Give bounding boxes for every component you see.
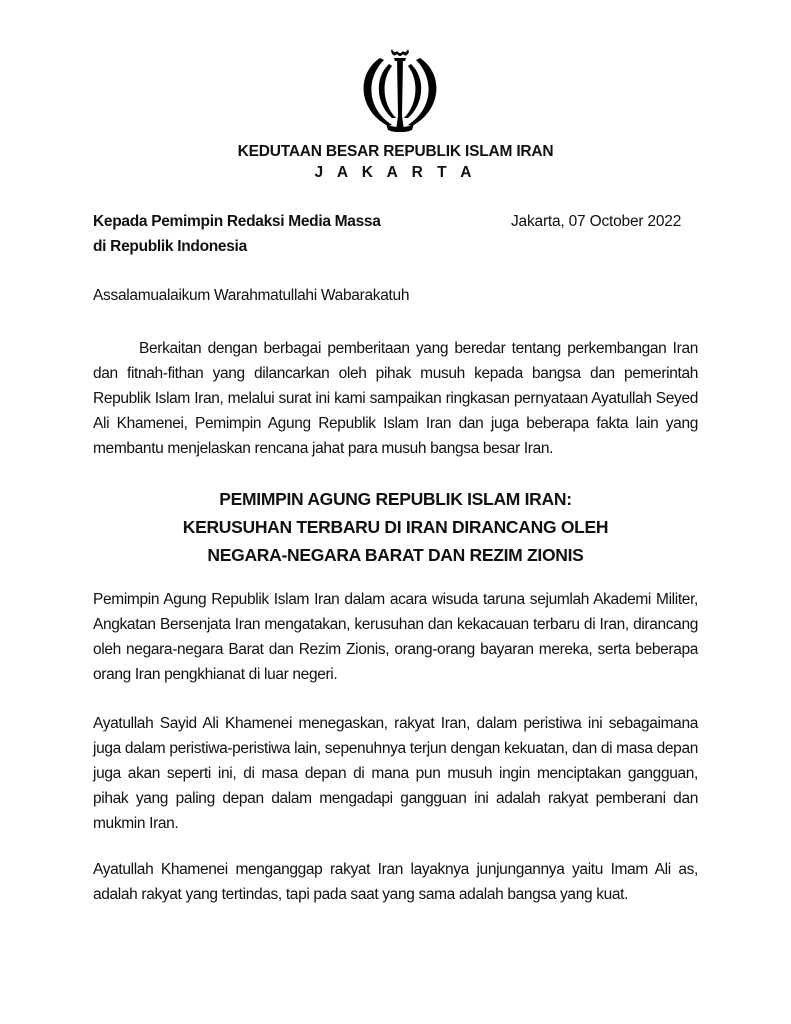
letter-date: Jakarta, 07 October 2022 (511, 213, 682, 230)
title-line-2: KERUSUHAN TERBARU DI IRAN DIRANCANG OLEH (182, 517, 609, 537)
embassy-city: J A K A R T A (314, 164, 477, 181)
recipient-line-2: di Republik Indonesia (93, 238, 247, 255)
intro-paragraph: Berkaitan dengan berbagai pemberitaan yang beredar tentang perkembangan Iran dan fitnah-fithan yang dilancarkan oleh pihak musuh kepada bangsa dan pemerintah Republik Islam Iran, melalui surat ini kami sampaikan ringkasan pernyataan Ayatullah Seyed Ali Khamenei, Pemimpin Agung Republik Islam Iran dan juga beberapa fakta lain yang membantu menjelaskan rencana jahat para musuh bangsa besar Iran. (93, 340, 698, 457)
iran-emblem-icon (352, 46, 448, 132)
title-line-3: NEGARA-NEGARA BARAT DAN REZIM ZIONIS (207, 545, 584, 565)
statement-title (0, 485, 791, 569)
body-paragraph: Ayatullah Khamenei menganggap rakyat Iran layaknya junjungannya yaitu Imam Ali as, adalah rakyat yang tertindas, tapi pada saat yang sama adalah bangsa yang kuat. (93, 861, 698, 903)
body-paragraph: Pemimpin Agung Republik Islam Iran dalam acara wisuda taruna sejumlah Akademi Militer, Angkatan Bersenjata Iran mengatakan, kerusuhan dan kekacauan terbaru di Iran, dirancang oleh negara-negara Barat dan Rezim Zionis, orang-orang bayaran mereka, serta beberapa orang Iran pengkhianat di luar negeri. (93, 591, 698, 683)
recipient-line-1: Kepada Pemimpin Redaksi Media Massa (93, 213, 381, 230)
title-line-1: PEMIMPIN AGUNG REPUBLIK ISLAM IRAN: (219, 489, 572, 509)
body-paragraph: Ayatullah Sayid Ali Khamenei menegaskan, rakyat Iran, dalam peristiwa ini sebagaimana juga dalam peristiwa-peristiwa lain, sepenuhnya terjun dengan kekuatan, dan di masa depan juga akan seperti ini, di masa depan di mana pun musuh ingin menciptakan gangguan, pihak yang paling depan dalam mengadapi gangguan ini adalah rakyat pemberani dan mukmin Iran. (93, 715, 698, 832)
greeting: Assalamualaikum Warahmatullahi Wabarakatuh (93, 287, 410, 304)
embassy-name: KEDUTAAN BESAR REPUBLIK ISLAM IRAN (237, 143, 554, 160)
